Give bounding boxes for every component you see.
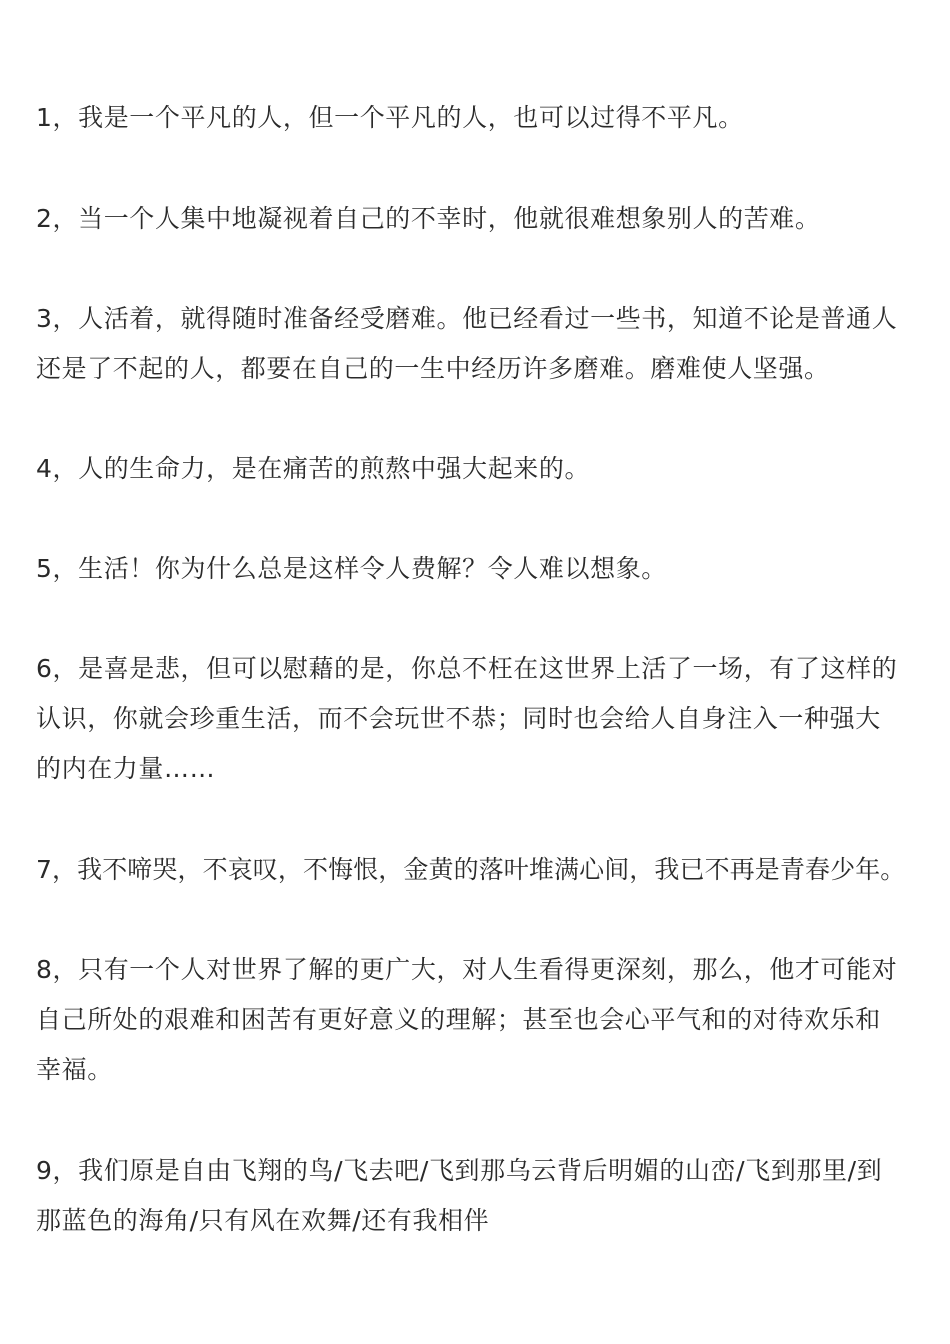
quote-paragraph-1: [36, 93, 924, 143]
quote-paragraph-3: [36, 294, 924, 394]
quote-line: 幸福。: [36, 1055, 113, 1084]
quote-line: 认识，你就会珍重生活，而不会玩世不恭；同时也会给人自身注入一种强大: [36, 704, 881, 733]
quote-paragraph-5: [36, 544, 924, 594]
quote-paragraph-6: [36, 644, 924, 794]
quote-line: 7，我不啼哭，不哀叹，不悔恨，金黄的落叶堆满心间，我已不再是青春少年。: [36, 855, 906, 884]
quote-line: 9，我们原是自由飞翔的鸟/飞去吧/飞到那乌云背后明媚的山峦/飞到那里/到: [36, 1156, 883, 1185]
quote-line: 6，是喜是悲，但可以慰藉的是，你总不枉在这世界上活了一场，有了这样的: [36, 654, 898, 683]
quote-line: 那蓝色的海角/只有风在欢舞/还有我相伴: [36, 1206, 490, 1235]
quote-line: 5，生活！你为什么总是这样令人费解？令人难以想象。: [36, 554, 667, 583]
quote-paragraph-9: [36, 1146, 924, 1246]
quote-paragraph-2: [36, 194, 924, 244]
quote-line: 的内在力量……: [36, 754, 216, 783]
quote-line: 4，人的生命力，是在痛苦的煎熬中强大起来的。: [36, 454, 591, 483]
quote-line: 8，只有一个人对世界了解的更广大，对人生看得更深刻，那么，他才可能对: [36, 955, 898, 984]
quote-paragraph-4: [36, 444, 924, 494]
quote-line: 2，当一个人集中地凝视着自己的不幸时，他就很难想象别人的苦难。: [36, 204, 821, 233]
quote-paragraph-7: [36, 845, 924, 895]
quote-line: 还是了不起的人，都要在自己的一生中经历许多磨难。磨难使人坚强。: [36, 354, 830, 383]
quote-paragraph-8: [36, 945, 924, 1095]
quote-line: 自己所处的艰难和困苦有更好意义的理解；甚至也会心平气和的对待欢乐和: [36, 1005, 881, 1034]
quote-line: 1，我是一个平凡的人，但一个平凡的人，也可以过得不平凡。: [36, 103, 744, 132]
quote-line: 3，人活着，就得随时准备经受磨难。他已经看过一些书，知道不论是普通人: [36, 304, 898, 333]
